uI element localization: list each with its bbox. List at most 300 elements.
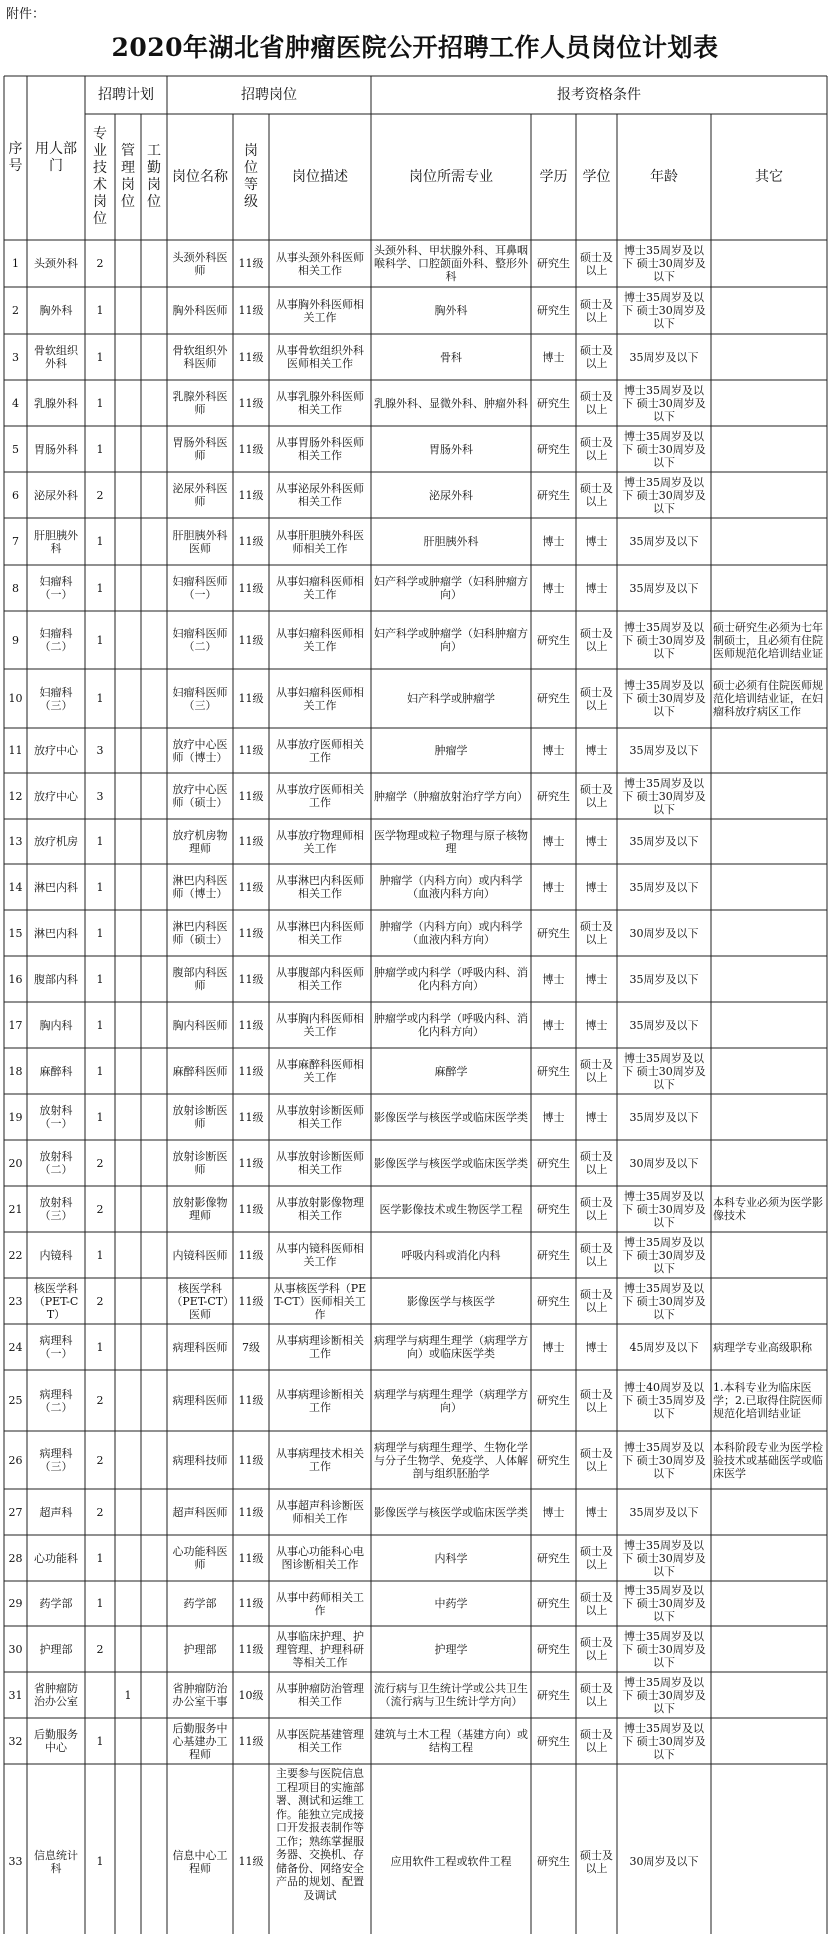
row-age: 博士35周岁及以下 硕士30周岁及以下 bbox=[622, 1440, 706, 1480]
row-age: 博士35周岁及以下 硕士30周岁及以下 bbox=[622, 1721, 706, 1761]
row-labor-count bbox=[141, 1764, 167, 1959]
row-pos-desc: 从事放疗医师相关工作 bbox=[276, 783, 364, 809]
row-other: 1.本科专业为临床医学；2.已取得住院医师规范化培训结业证 bbox=[713, 1381, 823, 1420]
row-labor-count bbox=[141, 1002, 167, 1048]
row-pos-level: 11级 bbox=[238, 1505, 264, 1519]
header-position-group: 招聘岗位 bbox=[241, 86, 297, 103]
row-major: 妇产科学或肿瘤学 bbox=[407, 692, 495, 705]
row-pos-desc: 从事医院基建管理相关工作 bbox=[276, 1728, 364, 1754]
row-mgmt-count bbox=[115, 1094, 141, 1140]
row-pos-name: 乳腺外科医师 bbox=[172, 390, 228, 416]
header-qual-group: 报考资格条件 bbox=[557, 86, 641, 103]
row-major: 肿瘤学或内科学（呼吸内科、消化内科方向） bbox=[374, 1012, 528, 1038]
row-major: 麻醉学 bbox=[434, 1064, 468, 1078]
row-seq: 13 bbox=[8, 835, 23, 848]
row-major: 肿瘤学 bbox=[434, 744, 468, 757]
row-pos-level: 11级 bbox=[238, 1394, 264, 1407]
row-pos-name: 核医学科（PET-CT）医师 bbox=[171, 1281, 229, 1321]
row-degree: 硕士及以上 bbox=[580, 685, 613, 712]
row-degree: 硕士及以上 bbox=[580, 1196, 613, 1222]
row-degree: 博士 bbox=[585, 880, 608, 894]
row-major: 妇产科学或肿瘤学（妇科肿瘤方向） bbox=[374, 575, 528, 601]
row-labor-count bbox=[141, 669, 167, 728]
row-major: 护理学 bbox=[434, 1642, 468, 1656]
row-pos-level: 7级 bbox=[242, 1340, 260, 1354]
row-tech-count: 1 bbox=[96, 1110, 104, 1124]
row-dept: 病理科（三） bbox=[39, 1447, 73, 1473]
header-pos-level: 岗位等级 bbox=[244, 143, 258, 210]
row-tech-count: 3 bbox=[96, 789, 104, 803]
header-plan-group: 招聘计划 bbox=[98, 86, 154, 103]
row-mgmt-count bbox=[115, 1324, 141, 1370]
row-tech-count: 2 bbox=[96, 1156, 104, 1170]
row-edu: 研究生 bbox=[537, 257, 570, 270]
row-pos-name: 妇瘤科医师（一） bbox=[172, 575, 228, 601]
row-major: 影像医学与核医学或临床医学类 bbox=[374, 1156, 528, 1170]
row-degree: 硕士及以上 bbox=[580, 1447, 613, 1473]
row-seq: 15 bbox=[8, 926, 23, 940]
row-pos-level: 11级 bbox=[238, 1064, 264, 1078]
row-pos-level: 11级 bbox=[238, 1855, 264, 1868]
row-pos-level: 11级 bbox=[238, 1734, 264, 1748]
row-dept: 放射科（一） bbox=[39, 1104, 73, 1130]
row-labor-count bbox=[141, 1626, 167, 1672]
row-edu: 博士 bbox=[542, 1110, 565, 1124]
attachment-label: 附件： bbox=[6, 7, 46, 22]
row-tech-count: 1 bbox=[96, 535, 104, 548]
row-edu: 研究生 bbox=[537, 396, 570, 410]
row-major: 肝胆胰外科 bbox=[423, 535, 479, 548]
row-pos-desc: 从事妇瘤科医师相关工作 bbox=[276, 685, 364, 712]
row-dept: 放疗中心 bbox=[34, 789, 78, 803]
row-age: 博士35周岁及以下 硕士30周岁及以下 bbox=[622, 475, 706, 515]
row-pos-name: 后勤服务中心基建办工程师 bbox=[172, 1721, 228, 1761]
row-seq: 1 bbox=[12, 257, 19, 270]
row-tech-count: 1 bbox=[96, 1064, 104, 1078]
row-major: 肿瘤学（肿瘤放射治疗学方向） bbox=[374, 789, 528, 803]
row-seq: 16 bbox=[8, 972, 23, 986]
row-edu: 博士 bbox=[542, 972, 565, 986]
row-dept: 妇瘤科（一） bbox=[39, 575, 73, 601]
row-mgmt-count bbox=[115, 1002, 141, 1048]
row-age: 博士35周岁及以下 硕士30周岁及以下 bbox=[622, 1538, 706, 1578]
row-edu: 博士 bbox=[542, 1505, 565, 1519]
row-other bbox=[711, 334, 827, 380]
row-degree: 硕士及以上 bbox=[580, 436, 613, 462]
row-major: 妇产科学或肿瘤学（妇科肿瘤方向） bbox=[374, 627, 528, 653]
row-labor-count bbox=[141, 1370, 167, 1431]
row-major: 泌尿外科 bbox=[429, 488, 473, 502]
row-pos-desc: 从事妇瘤科医师相关工作 bbox=[276, 627, 364, 653]
row-labor-count bbox=[141, 1140, 167, 1186]
row-pos-desc: 从事泌尿外科医师相关工作 bbox=[276, 482, 364, 508]
row-mgmt-count bbox=[115, 669, 141, 728]
row-major: 肿瘤学（内科方向）或内科学（血液内科方向） bbox=[379, 920, 523, 946]
row-major: 中药学 bbox=[434, 1597, 468, 1610]
row-pos-level: 11级 bbox=[238, 1453, 264, 1467]
row-other bbox=[711, 1718, 827, 1764]
row-mgmt-count bbox=[115, 1718, 141, 1764]
row-pos-desc: 从事放疗医师相关工作 bbox=[276, 737, 364, 764]
header-dept: 用人部门 bbox=[35, 141, 77, 174]
row-labor-count bbox=[141, 910, 167, 956]
row-degree: 硕士及以上 bbox=[580, 250, 613, 277]
row-seq: 29 bbox=[8, 1597, 23, 1610]
row-seq: 6 bbox=[12, 488, 19, 502]
header-labor: 工勤岗位 bbox=[147, 143, 161, 210]
row-mgmt-count bbox=[115, 472, 141, 518]
row-pos-desc: 从事放射影像物理相关工作 bbox=[276, 1196, 364, 1222]
row-dept: 内镜科 bbox=[39, 1248, 73, 1262]
row-other bbox=[711, 1764, 827, 1959]
row-tech-count bbox=[85, 1672, 115, 1718]
row-labor-count bbox=[141, 1232, 167, 1278]
row-degree: 硕士及以上 bbox=[580, 1150, 613, 1176]
row-major: 影像医学与核医学或临床医学类 bbox=[374, 1505, 528, 1519]
header-seq: 序号 bbox=[8, 141, 23, 174]
row-edu: 博士 bbox=[542, 744, 565, 757]
row-tech-count: 2 bbox=[96, 1294, 104, 1308]
row-mgmt-count bbox=[115, 334, 141, 380]
row-labor-count bbox=[141, 1186, 167, 1232]
row-age: 博士35周岁及以下 硕士30周岁及以下 bbox=[622, 1675, 706, 1715]
row-pos-desc: 从事妇瘤科医师相关工作 bbox=[276, 575, 364, 601]
row-tech-count: 2 bbox=[96, 257, 104, 270]
row-seq: 32 bbox=[8, 1734, 23, 1748]
row-pos-name: 放疗中心医师（硕士） bbox=[172, 783, 228, 809]
row-labor-count bbox=[141, 1278, 167, 1324]
row-tech-count: 1 bbox=[96, 692, 104, 705]
row-other bbox=[711, 1489, 827, 1535]
row-age: 45周岁及以下 bbox=[629, 1340, 699, 1354]
row-labor-count bbox=[141, 240, 167, 287]
row-mgmt-count bbox=[115, 956, 141, 1002]
row-pos-name: 放射诊断医师 bbox=[172, 1150, 228, 1176]
row-edu: 研究生 bbox=[537, 1734, 570, 1748]
header-pos-desc: 岗位描述 bbox=[292, 168, 348, 185]
row-tech-count: 3 bbox=[96, 744, 104, 757]
row-age: 35周岁及以下 bbox=[629, 744, 699, 757]
row-mgmt-count bbox=[115, 1626, 141, 1672]
row-mgmt-count bbox=[115, 1048, 141, 1094]
row-pos-desc: 从事放疗物理师相关工作 bbox=[276, 828, 364, 855]
row-seq: 21 bbox=[8, 1202, 23, 1216]
row-other bbox=[711, 1672, 827, 1718]
row-tech-count: 1 bbox=[96, 1734, 104, 1748]
row-edu: 研究生 bbox=[537, 1551, 570, 1565]
row-other: 硕士研究生必须为七年制硕士，且必须有住院医师规范化培训结业证 bbox=[713, 620, 823, 660]
row-edu: 博士 bbox=[542, 581, 565, 595]
row-degree: 博士 bbox=[585, 1340, 608, 1354]
row-other bbox=[711, 1581, 827, 1626]
row-labor-count bbox=[141, 1094, 167, 1140]
row-pos-name: 腹部内科医师 bbox=[172, 966, 228, 992]
row-seq: 30 bbox=[8, 1642, 23, 1656]
row-labor-count bbox=[141, 1672, 167, 1718]
row-major: 呼吸内科或消化内科 bbox=[401, 1248, 501, 1262]
row-tech-count: 1 bbox=[96, 1597, 104, 1610]
row-age: 35周岁及以下 bbox=[629, 1505, 699, 1519]
row-dept: 乳腺外科 bbox=[34, 396, 78, 410]
row-mgmt-count bbox=[115, 1370, 141, 1431]
row-tech-count: 1 bbox=[96, 396, 104, 410]
row-pos-name: 淋巴内科医师（博士） bbox=[172, 874, 228, 900]
row-mgmt-count bbox=[115, 1581, 141, 1626]
row-degree: 硕士及以上 bbox=[580, 1242, 613, 1268]
row-dept: 超声科 bbox=[39, 1505, 73, 1519]
row-dept: 胃肠外科 bbox=[34, 442, 78, 456]
row-pos-desc: 从事临床护理、护理管理、护理科研等相关工作 bbox=[276, 1629, 364, 1669]
header-degree: 学位 bbox=[582, 168, 611, 185]
row-mgmt-count bbox=[115, 1764, 141, 1959]
row-edu: 研究生 bbox=[537, 926, 570, 940]
row-age: 博士35周岁及以下 硕士30周岁及以下 bbox=[622, 620, 706, 660]
row-mgmt-count bbox=[115, 380, 141, 426]
row-edu: 博士 bbox=[542, 535, 565, 548]
row-other bbox=[711, 956, 827, 1002]
row-major: 胸外科 bbox=[434, 304, 468, 317]
row-dept: 信息统计科 bbox=[34, 1848, 78, 1875]
row-degree: 博士 bbox=[585, 1110, 608, 1124]
row-mgmt-count bbox=[115, 287, 141, 334]
row-seq: 22 bbox=[8, 1248, 23, 1262]
row-degree: 硕士及以上 bbox=[580, 920, 613, 946]
row-pos-name: 放疗中心医师（博士） bbox=[172, 737, 228, 764]
row-dept: 泌尿外科 bbox=[34, 488, 78, 502]
row-dept: 护理部 bbox=[39, 1642, 73, 1656]
row-seq: 33 bbox=[8, 1855, 23, 1868]
row-mgmt-count: 1 bbox=[124, 1688, 132, 1702]
row-mgmt-count bbox=[115, 864, 141, 910]
row-edu: 研究生 bbox=[537, 488, 570, 502]
row-dept: 淋巴内科 bbox=[34, 926, 78, 940]
row-pos-level: 11级 bbox=[238, 1110, 264, 1124]
row-pos-level: 11级 bbox=[238, 926, 264, 940]
row-mgmt-count bbox=[115, 728, 141, 773]
row-pos-name: 头颈外科医师 bbox=[172, 250, 228, 277]
row-tech-count: 1 bbox=[96, 1018, 104, 1032]
row-tech-count: 2 bbox=[96, 1453, 104, 1467]
row-mgmt-count bbox=[115, 565, 141, 611]
row-seq: 19 bbox=[8, 1110, 23, 1124]
row-edu: 研究生 bbox=[537, 1855, 570, 1868]
row-dept: 病理科（一） bbox=[39, 1334, 73, 1360]
row-labor-count bbox=[141, 728, 167, 773]
row-edu: 研究生 bbox=[537, 1394, 570, 1407]
row-edu: 研究生 bbox=[537, 1156, 570, 1170]
row-seq: 31 bbox=[8, 1688, 23, 1702]
row-degree: 博士 bbox=[585, 535, 608, 548]
row-edu: 博士 bbox=[542, 1018, 565, 1032]
row-other bbox=[711, 1002, 827, 1048]
row-edu: 研究生 bbox=[537, 633, 570, 647]
row-edu: 研究生 bbox=[537, 1202, 570, 1216]
row-dept: 头颈外科 bbox=[34, 257, 78, 270]
row-labor-count bbox=[141, 773, 167, 819]
row-tech-count: 1 bbox=[96, 1551, 104, 1565]
row-pos-desc: 从事乳腺外科医师相关工作 bbox=[276, 390, 364, 416]
row-seq: 8 bbox=[12, 581, 19, 595]
row-dept: 胸外科 bbox=[39, 304, 73, 317]
row-pos-desc: 从事胸外科医师相关工作 bbox=[276, 297, 364, 324]
row-edu: 研究生 bbox=[537, 1688, 570, 1702]
row-age: 35周岁及以下 bbox=[629, 581, 699, 595]
row-age: 35周岁及以下 bbox=[629, 1110, 699, 1124]
row-degree: 硕士及以上 bbox=[580, 783, 613, 809]
row-pos-level: 11级 bbox=[238, 1551, 264, 1565]
row-pos-desc: 从事病理诊断相关工作 bbox=[276, 1387, 364, 1414]
row-pos-name: 省肿瘤防治办公室干事 bbox=[172, 1682, 228, 1708]
row-pos-desc: 从事放射诊断医师相关工作 bbox=[276, 1150, 364, 1176]
row-mgmt-count bbox=[115, 1431, 141, 1489]
row-other bbox=[711, 1094, 827, 1140]
page-title: 2020年湖北省肿瘤医院公开招聘工作人员岗位计划表 bbox=[111, 33, 719, 62]
row-degree: 硕士及以上 bbox=[580, 390, 613, 416]
row-tech-count: 2 bbox=[96, 488, 104, 502]
row-pos-desc: 从事核医学科（PET-CT）医师相关工作 bbox=[273, 1281, 367, 1321]
row-age: 博士35周岁及以下 硕士30周岁及以下 bbox=[622, 1235, 706, 1275]
row-pos-desc: 从事内镜科医师相关工作 bbox=[276, 1242, 364, 1268]
row-seq: 9 bbox=[12, 633, 19, 647]
header-edu: 学历 bbox=[539, 168, 568, 185]
row-mgmt-count bbox=[115, 910, 141, 956]
row-pos-desc: 从事病理技术相关工作 bbox=[276, 1447, 364, 1473]
row-labor-count bbox=[141, 565, 167, 611]
row-mgmt-count bbox=[115, 518, 141, 565]
row-degree: 硕士及以上 bbox=[580, 627, 613, 653]
row-pos-level: 11级 bbox=[238, 350, 264, 364]
row-age: 博士35周岁及以下 硕士30周岁及以下 bbox=[622, 1051, 706, 1091]
row-age: 35周岁及以下 bbox=[629, 535, 699, 548]
row-other bbox=[711, 773, 827, 819]
row-dept: 药学部 bbox=[39, 1597, 73, 1610]
row-pos-desc: 从事骨软组织外科医师相关工作 bbox=[276, 344, 364, 370]
header-age: 年龄 bbox=[650, 168, 678, 185]
row-seq: 25 bbox=[8, 1394, 23, 1407]
row-age: 30周岁及以下 bbox=[629, 1156, 699, 1170]
row-tech-count: 2 bbox=[96, 1202, 104, 1216]
row-age: 35周岁及以下 bbox=[629, 350, 699, 364]
header-major: 岗位所需专业 bbox=[409, 168, 493, 185]
row-tech-count: 1 bbox=[96, 350, 104, 364]
row-edu: 博士 bbox=[542, 880, 565, 894]
row-age: 30周岁及以下 bbox=[629, 1855, 699, 1868]
row-other bbox=[711, 819, 827, 864]
row-pos-desc: 从事肝胆胰外科医师相关工作 bbox=[276, 528, 364, 555]
row-age: 博士35周岁及以下 硕士30周岁及以下 bbox=[622, 383, 706, 423]
row-tech-count: 1 bbox=[96, 1340, 104, 1354]
row-labor-count bbox=[141, 426, 167, 472]
row-degree: 硕士及以上 bbox=[580, 1545, 613, 1571]
row-pos-level: 11级 bbox=[238, 442, 264, 456]
row-tech-count: 1 bbox=[96, 835, 104, 848]
row-age: 博士40周岁及以下 硕士35周岁及以下 bbox=[622, 1381, 706, 1420]
row-tech-count: 2 bbox=[96, 1642, 104, 1656]
row-pos-name: 胸外科医师 bbox=[172, 304, 228, 317]
header-pro-tech: 专业技术岗位 bbox=[93, 126, 107, 227]
row-mgmt-count bbox=[115, 1278, 141, 1324]
row-tech-count: 1 bbox=[96, 581, 104, 595]
row-major: 胃肠外科 bbox=[429, 442, 473, 456]
row-pos-name: 淋巴内科医师（硕士） bbox=[172, 920, 228, 946]
row-labor-count bbox=[141, 1489, 167, 1535]
header-mgmt: 管理岗位 bbox=[121, 143, 135, 210]
row-pos-name: 麻醉科医师 bbox=[172, 1064, 228, 1078]
row-pos-name: 放射诊断医师 bbox=[172, 1104, 228, 1130]
row-pos-name: 超声科医师 bbox=[172, 1505, 228, 1519]
row-labor-count bbox=[141, 287, 167, 334]
row-dept: 病理科（二） bbox=[39, 1387, 73, 1414]
row-edu: 博士 bbox=[542, 1340, 565, 1354]
row-seq: 2 bbox=[12, 304, 19, 317]
row-tech-count: 1 bbox=[96, 1855, 104, 1868]
row-age: 博士35周岁及以下 硕士30周岁及以下 bbox=[622, 244, 706, 283]
row-pos-desc: 从事中药师相关工作 bbox=[276, 1590, 364, 1617]
row-mgmt-count bbox=[115, 1535, 141, 1581]
row-edu: 研究生 bbox=[537, 1453, 570, 1467]
row-pos-level: 11级 bbox=[238, 1248, 264, 1262]
row-degree: 硕士及以上 bbox=[580, 1682, 613, 1708]
row-pos-level: 11级 bbox=[238, 257, 264, 270]
row-pos-level: 11级 bbox=[238, 1597, 264, 1610]
row-dept: 省肿瘤防治办公室 bbox=[34, 1682, 78, 1708]
row-mgmt-count bbox=[115, 611, 141, 669]
row-pos-level: 11级 bbox=[238, 692, 264, 705]
header-other: 其它 bbox=[755, 168, 783, 185]
row-degree: 博士 bbox=[585, 744, 608, 757]
row-pos-desc: 从事肿瘤防治管理相关工作 bbox=[276, 1682, 364, 1708]
row-degree: 博士 bbox=[585, 581, 608, 595]
row-degree: 硕士及以上 bbox=[580, 1387, 613, 1414]
row-dept: 淋巴内科 bbox=[34, 880, 78, 894]
row-labor-count bbox=[141, 1535, 167, 1581]
row-age: 博士35周岁及以下 硕士30周岁及以下 bbox=[622, 776, 706, 816]
row-pos-name: 泌尿外科医师 bbox=[172, 482, 228, 508]
row-pos-level: 11级 bbox=[238, 633, 264, 647]
row-pos-desc: 从事病理诊断相关工作 bbox=[276, 1334, 364, 1360]
row-pos-desc: 从事胃肠外科医师相关工作 bbox=[276, 436, 364, 462]
row-labor-count bbox=[141, 611, 167, 669]
row-labor-count bbox=[141, 334, 167, 380]
row-pos-desc: 从事头颈外科医师相关工作 bbox=[276, 250, 364, 277]
row-degree: 博士 bbox=[585, 1505, 608, 1519]
row-labor-count bbox=[141, 956, 167, 1002]
row-major: 病理学与病理生理学（病理学方向）或临床医学类 bbox=[374, 1334, 528, 1360]
row-age: 35周岁及以下 bbox=[629, 835, 699, 848]
row-dept: 妇瘤科（二） bbox=[39, 627, 73, 653]
row-age: 35周岁及以下 bbox=[629, 1018, 699, 1032]
row-pos-desc: 从事麻醉科医师相关工作 bbox=[276, 1058, 364, 1084]
row-edu: 研究生 bbox=[537, 692, 570, 705]
row-major: 病理学与病理生理学（病理学方向） bbox=[374, 1387, 528, 1414]
row-pos-name: 信息中心工程师 bbox=[172, 1848, 228, 1875]
row-labor-count bbox=[141, 518, 167, 565]
row-other bbox=[711, 910, 827, 956]
row-pos-name: 肝胆胰外科医师 bbox=[172, 528, 228, 555]
row-pos-level: 11级 bbox=[238, 581, 264, 595]
row-mgmt-count bbox=[115, 819, 141, 864]
row-age: 35周岁及以下 bbox=[629, 972, 699, 986]
row-age: 30周岁及以下 bbox=[629, 926, 699, 940]
row-degree: 硕士及以上 bbox=[580, 344, 613, 370]
row-other bbox=[711, 240, 827, 287]
row-seq: 27 bbox=[8, 1505, 23, 1519]
row-pos-level: 11级 bbox=[238, 304, 264, 317]
row-other bbox=[711, 728, 827, 773]
row-other: 硕士必须有住院医师规范化培训结业证，在妇瘤科放疗病区工作 bbox=[713, 679, 823, 718]
row-pos-name: 护理部 bbox=[183, 1642, 217, 1656]
row-major: 骨科 bbox=[440, 350, 462, 364]
